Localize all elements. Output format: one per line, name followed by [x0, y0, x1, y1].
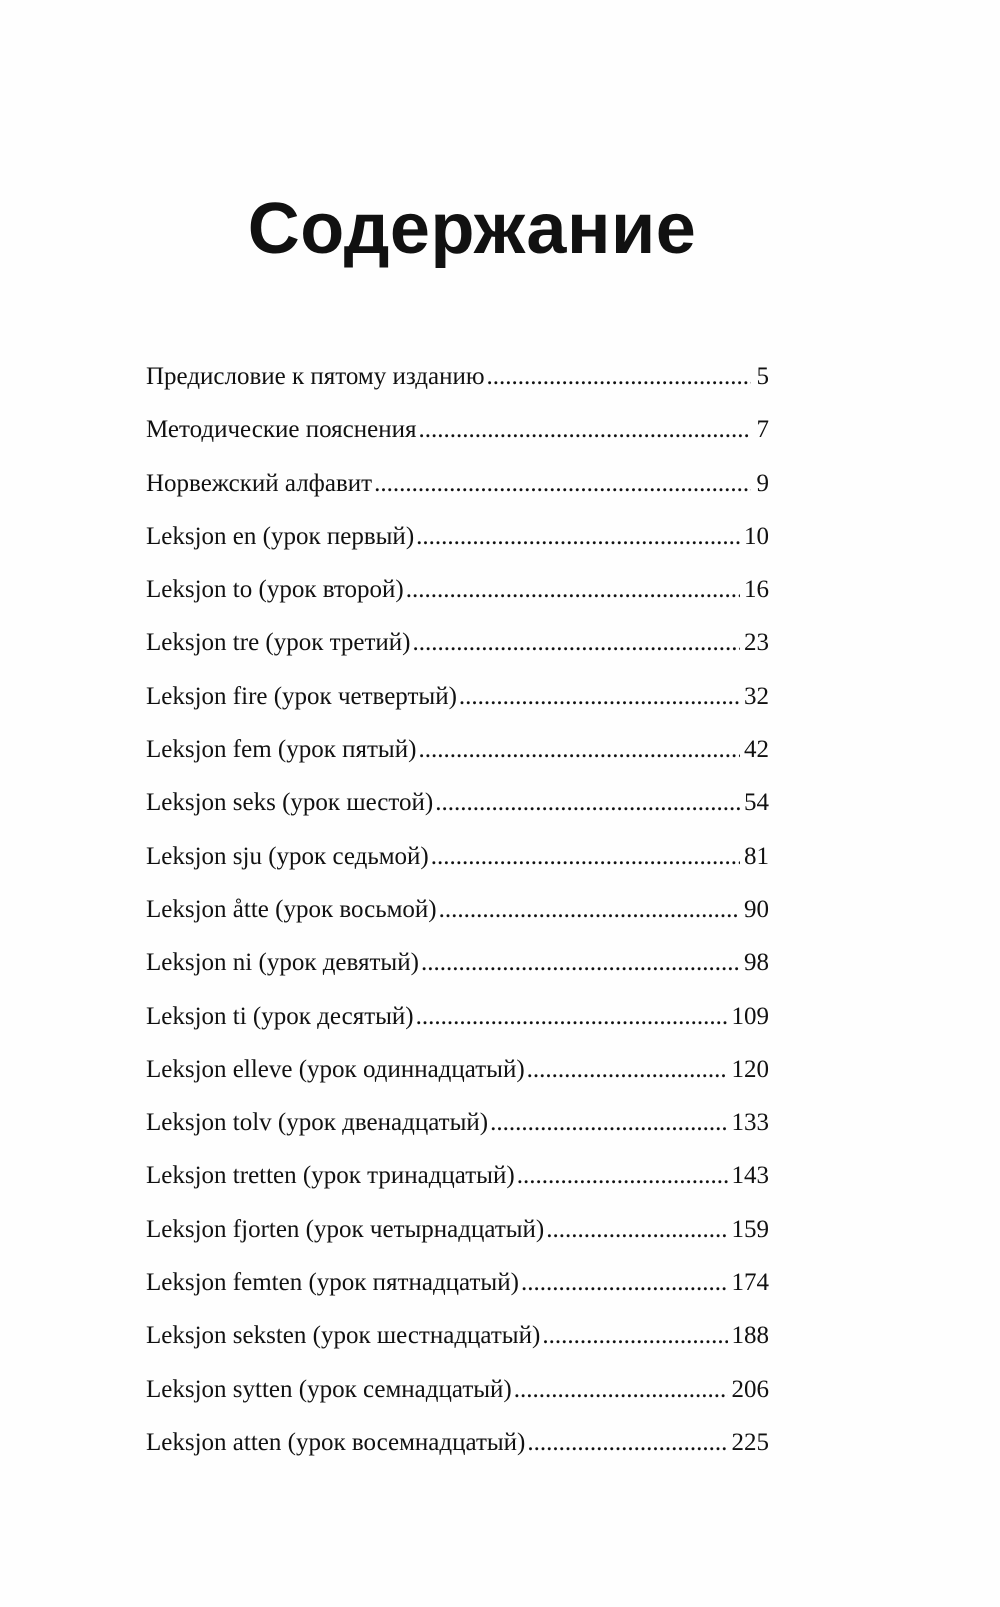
dot-leader — [527, 1055, 728, 1085]
toc-entry — [146, 362, 769, 415]
toc-entry-page: 16 — [744, 576, 769, 604]
dot-leader — [490, 1108, 727, 1138]
table-of-contents — [146, 362, 769, 1481]
toc-entry — [146, 1321, 769, 1374]
toc-entry-page: 174 — [731, 1269, 769, 1297]
dot-leader — [416, 1002, 728, 1032]
toc-entry-title: Leksjon tolv (урок двенадцатый) — [146, 1109, 489, 1137]
toc-entry — [146, 948, 769, 1001]
dot-leader — [546, 1215, 727, 1245]
toc-entry-title: Leksjon atten (урок восемнадцатый) — [146, 1428, 526, 1456]
toc-entry-title: Leksjon tre (урок третий) — [146, 629, 411, 657]
toc-entry-title: Leksjon sytten (урок семнадцатый) — [146, 1375, 512, 1403]
toc-entry — [146, 1215, 769, 1268]
dot-leader — [459, 682, 740, 712]
dot-leader — [421, 948, 740, 978]
toc-entry — [146, 1268, 769, 1321]
toc-entry-page: 206 — [731, 1375, 769, 1403]
toc-entry-page: 133 — [731, 1109, 769, 1137]
toc-entry-title: Leksjon fire (урок четвертый) — [146, 682, 457, 710]
dot-leader — [374, 469, 751, 499]
dot-leader — [431, 842, 740, 872]
dot-leader — [406, 575, 740, 605]
toc-entry-page: 10 — [744, 522, 769, 550]
toc-entry-title: Leksjon fem (урок пятый) — [146, 736, 417, 764]
toc-entry-page: 32 — [744, 682, 769, 710]
toc-entry — [146, 682, 769, 735]
toc-entry — [146, 575, 769, 628]
toc-entry — [146, 1161, 769, 1214]
dot-leader — [439, 895, 740, 925]
toc-entry — [146, 788, 769, 841]
page-title: Содержание — [247, 189, 697, 270]
dot-leader — [514, 1375, 728, 1405]
toc-entry-page: 120 — [731, 1055, 769, 1083]
toc-entry-page: 90 — [744, 895, 769, 923]
toc-entry — [146, 1002, 769, 1055]
toc-entry-title: Норвежский алфавит — [146, 469, 373, 497]
dot-leader — [517, 1161, 728, 1191]
dot-leader — [418, 415, 751, 445]
dot-leader — [542, 1321, 727, 1351]
toc-entry — [146, 628, 769, 681]
dot-leader — [418, 735, 740, 765]
toc-entry-title: Leksjon åtte (урок восьмой) — [146, 895, 437, 923]
toc-entry-title: Методические пояснения — [146, 416, 417, 444]
toc-entry — [146, 415, 769, 468]
toc-entry-page: 7 — [756, 416, 769, 444]
toc-entry-title: Leksjon elleve (урок одиннадцатый) — [146, 1055, 525, 1083]
toc-entry — [146, 1428, 769, 1481]
dot-leader — [435, 788, 740, 818]
toc-entry-page: 9 — [756, 469, 769, 497]
toc-entry-title: Leksjon sju (урок седьмой) — [146, 842, 429, 870]
dot-leader — [487, 362, 751, 392]
toc-entry — [146, 1108, 769, 1161]
toc-entry — [146, 1055, 769, 1108]
toc-entry-page: 109 — [731, 1002, 769, 1030]
toc-entry-page: 42 — [744, 736, 769, 764]
toc-entry-page: 54 — [744, 789, 769, 817]
toc-entry-title: Leksjon en (урок первый) — [146, 522, 415, 550]
toc-entry-title: Leksjon seks (урок шестой) — [146, 789, 434, 817]
toc-entry-page: 98 — [744, 949, 769, 977]
toc-entry — [146, 842, 769, 895]
dot-leader — [527, 1428, 727, 1458]
toc-entry-page: 188 — [731, 1322, 769, 1350]
toc-entry-title: Leksjon femten (урок пятнадцатый) — [146, 1269, 519, 1297]
toc-entry-title: Leksjon tretten (урок тринадцатый) — [146, 1162, 515, 1190]
toc-entry-title: Предисловие к пятому изданию — [146, 363, 485, 390]
dot-leader — [412, 628, 740, 658]
dot-leader — [521, 1268, 728, 1298]
toc-entry — [146, 1375, 769, 1428]
toc-entry-title: Leksjon to (урок второй) — [146, 576, 404, 604]
toc-entry — [146, 522, 769, 575]
toc-entry-page: 81 — [744, 842, 769, 870]
toc-entry-page: 143 — [731, 1162, 769, 1190]
toc-entry — [146, 735, 769, 788]
toc-entry — [146, 469, 769, 522]
toc-entry-title: Leksjon ni (урок девятый) — [146, 949, 419, 977]
toc-entry-page: 23 — [744, 629, 769, 657]
toc-entry-page: 159 — [731, 1215, 769, 1243]
toc-entry-title: Leksjon seksten (урок шестнадцатый) — [146, 1322, 541, 1350]
toc-entry-title: Leksjon fjorten (урок четырнадцатый) — [146, 1215, 545, 1243]
toc-entry-title: Leksjon ti (урок десятый) — [146, 1002, 414, 1030]
toc-entry-page: 225 — [731, 1428, 769, 1456]
toc-entry — [146, 895, 769, 948]
dot-leader — [416, 522, 740, 552]
toc-entry-page: 5 — [756, 363, 769, 390]
